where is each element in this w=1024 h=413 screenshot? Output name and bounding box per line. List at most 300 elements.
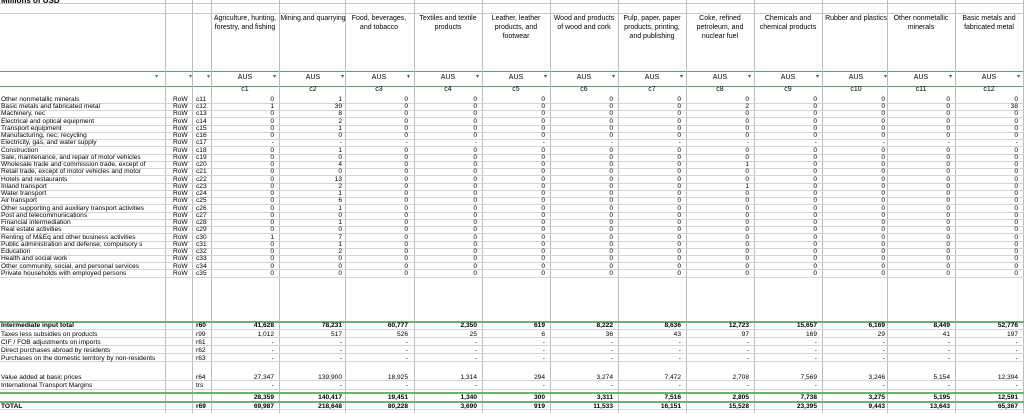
row-region: RoW: [173, 240, 188, 248]
cell-value: -: [610, 346, 613, 354]
cell-value: -: [882, 139, 885, 147]
country-filter-c6[interactable]: [551, 72, 617, 83]
cell-value: 0: [1014, 226, 1018, 234]
cell-value: -: [814, 338, 817, 346]
cell-value: -: [882, 354, 885, 362]
cell-value: 0: [338, 168, 342, 176]
cell-value: 0: [946, 161, 950, 169]
dropdown-arrow-icon: ▾: [188, 74, 192, 80]
row-code: r69: [196, 402, 206, 410]
cell-value: 13: [334, 175, 342, 183]
cell-value: 0: [813, 103, 817, 111]
cell-value: 0: [473, 146, 477, 154]
cell-value: -: [542, 346, 545, 354]
row-label: Value added at basic prices: [1, 373, 82, 381]
cell-value: 0: [946, 168, 950, 176]
cell-value: 0: [473, 262, 477, 270]
cell-value: 0: [745, 190, 749, 198]
cell-value: 0: [404, 269, 408, 277]
row-region: RoW: [173, 262, 188, 270]
cell-value: 6,169: [868, 322, 885, 329]
cell-value: 0: [946, 240, 950, 248]
cell-value: -: [678, 338, 681, 346]
table-row: [0, 147, 1024, 154]
cell-value: 526: [396, 330, 408, 338]
cell-value: 0: [473, 190, 477, 198]
row-region: RoW: [173, 175, 188, 183]
cell-value: 0: [1014, 248, 1018, 256]
cell-value: -: [339, 346, 342, 354]
table-row: [0, 125, 1024, 132]
row-code: c35: [196, 269, 207, 277]
cell-value: 12,723: [728, 322, 749, 329]
row-code: c13: [196, 110, 207, 118]
cell-value: 0: [1014, 146, 1018, 154]
cell-value: 0: [338, 262, 342, 270]
cell-value: 0: [677, 175, 681, 183]
column-code-c2: c2: [309, 86, 317, 93]
row-code: c11: [196, 96, 207, 103]
row-region: RoW: [173, 139, 188, 147]
cell-value: -: [678, 139, 681, 147]
cell-value: -: [947, 354, 950, 362]
table-row: [0, 183, 1024, 190]
row-region: RoW: [173, 190, 188, 198]
cell-value: 0: [677, 204, 681, 212]
table-row: [0, 248, 1024, 255]
row-label: Direct purchases abroad by residents: [1, 346, 111, 354]
cell-value: 0: [677, 240, 681, 248]
cell-value: 23,395: [796, 402, 817, 410]
cell-value: 0: [813, 204, 817, 212]
cell-value: 0: [338, 255, 342, 263]
cell-value: 0: [1014, 175, 1018, 183]
cell-value: 0: [946, 248, 950, 256]
country-filter-c7[interactable]: [619, 72, 685, 83]
dropdown-arrow-icon: ▾: [406, 74, 410, 80]
cell-value: 919: [533, 402, 545, 410]
table-row: [0, 219, 1024, 226]
cell-value: 0: [813, 153, 817, 161]
row-label: Health and social work: [1, 255, 68, 263]
cell-value: 52,776: [997, 322, 1018, 329]
country-filter-c3[interactable]: [346, 72, 412, 83]
cell-value: 15,528: [728, 402, 749, 410]
cell-value: 3,274: [596, 373, 613, 381]
row-label: Other supporting and auxiliary transport activities: [1, 204, 144, 212]
cell-value: 0: [541, 226, 545, 234]
table-row: [0, 161, 1024, 168]
cell-value: 0: [609, 269, 613, 277]
cell-value: -: [271, 139, 274, 147]
cell-value: 0: [946, 233, 950, 241]
cell-value: 0: [270, 168, 274, 176]
cell-value: 7,569: [800, 373, 817, 381]
cell-value: 0: [946, 110, 950, 118]
cell-value: 15,657: [796, 322, 817, 329]
cell-value: -: [1015, 346, 1018, 354]
cell-value: 0: [813, 226, 817, 234]
cell-value: 0: [881, 110, 885, 118]
cell-value: 0: [813, 269, 817, 277]
cell-value: 0: [813, 161, 817, 169]
cell-value: 3,275: [868, 394, 885, 401]
row-code: c21: [196, 168, 207, 176]
cell-value: 0: [404, 211, 408, 219]
label-filter-button[interactable]: [150, 72, 160, 83]
cell-value: 0: [881, 168, 885, 176]
country-filter-c1[interactable]: [212, 72, 278, 83]
cell-value: -: [746, 354, 749, 362]
row-label: Other community, social, and personal services: [1, 262, 140, 270]
cell-value: 0: [404, 146, 408, 154]
cell-value: 0: [404, 110, 408, 118]
column-code-c12: c12: [983, 86, 995, 93]
cell-value: 60,777: [387, 322, 408, 329]
cell-value: 0: [1014, 255, 1018, 263]
cell-value: 0: [813, 132, 817, 140]
table-row: [0, 205, 1024, 212]
cell-value: 0: [813, 197, 817, 205]
row-label: Purchases on the domestic territory by non-residents: [1, 354, 156, 362]
cell-value: -: [610, 139, 613, 147]
cell-value: -: [405, 346, 408, 354]
cell-value: 0: [813, 211, 817, 219]
cell-value: 0: [881, 182, 885, 190]
cell-value: 0: [745, 248, 749, 256]
cell-value: 0: [881, 197, 885, 205]
cell-value: 1: [338, 219, 342, 227]
row-label: Other nonmetallic minerals: [1, 96, 80, 103]
cell-value: 0: [541, 190, 545, 198]
row-label: Wholesale trade and commission trade, except of: [1, 161, 146, 169]
cell-value: 2: [338, 182, 342, 190]
table-row: [0, 212, 1024, 219]
cell-value: 0: [1014, 182, 1018, 190]
cell-value: 0: [1014, 211, 1018, 219]
cell-value: -: [947, 139, 950, 147]
cell-value: 0: [881, 262, 885, 270]
cell-value: 0: [404, 103, 408, 111]
table-row: [0, 197, 1024, 204]
dropdown-arrow-icon: ▾: [475, 74, 479, 80]
region-filter-button[interactable]: [184, 72, 194, 83]
cell-value: 0: [270, 161, 274, 169]
cell-value: 0: [473, 197, 477, 205]
row-code: r64: [196, 373, 206, 381]
row-code: c24: [196, 190, 207, 198]
cell-value: -: [405, 139, 408, 147]
row-region: RoW: [173, 132, 188, 140]
cell-value: 2,805: [732, 394, 749, 401]
cell-value: 0: [270, 240, 274, 248]
cell-value: 0: [609, 255, 613, 263]
dropdown-arrow-icon: ▾: [154, 74, 158, 80]
cell-value: 0: [677, 226, 681, 234]
cell-value: 0: [881, 103, 885, 111]
cell-value: 16,151: [660, 402, 681, 410]
cell-value: 0: [813, 219, 817, 227]
country-label: AUS: [305, 74, 321, 81]
row-label: International Transport Margins: [1, 382, 93, 389]
country-label: AUS: [780, 74, 796, 81]
dropdown-arrow-icon: ▾: [206, 74, 210, 80]
dropdown-arrow-icon: ▾: [679, 74, 683, 80]
cell-value: 0: [745, 226, 749, 234]
country-filter-c9[interactable]: [755, 72, 821, 83]
cell-value: 0: [813, 124, 817, 132]
cell-value: 97: [741, 330, 749, 338]
cell-value: 0: [338, 226, 342, 234]
cell-value: 0: [541, 248, 545, 256]
cell-value: 0: [609, 124, 613, 132]
country-label: AUS: [981, 74, 997, 81]
cell-value: -: [746, 139, 749, 147]
cell-value: 139,900: [318, 373, 342, 381]
cell-value: 0: [473, 226, 477, 234]
cell-value: 1: [270, 233, 274, 241]
cell-value: 0: [677, 182, 681, 190]
cell-value: 0: [881, 255, 885, 263]
row-code: c28: [196, 219, 207, 227]
row-label: Water transport: [1, 190, 47, 198]
row-label: Private households with employed persons: [1, 269, 127, 277]
cell-value: 0: [881, 211, 885, 219]
cell-value: 0: [881, 161, 885, 169]
cell-value: -: [610, 338, 613, 346]
cell-value: -: [610, 354, 613, 362]
cell-value: 0: [881, 248, 885, 256]
cell-value: 11,533: [593, 402, 613, 410]
cell-value: 0: [881, 233, 885, 241]
table-row: [0, 355, 1024, 362]
cell-value: -: [339, 354, 342, 362]
country-filter-c8[interactable]: [687, 72, 753, 83]
cell-value: 0: [270, 211, 274, 219]
cell-value: 0: [541, 146, 545, 154]
cell-value: -: [678, 354, 681, 362]
cell-value: 0: [946, 146, 950, 154]
cell-value: 0: [946, 175, 950, 183]
cell-value: 0: [677, 153, 681, 161]
table-row: [0, 154, 1024, 161]
country-label: AUS: [644, 74, 660, 81]
row-code: c26: [196, 204, 207, 212]
table-row: [0, 234, 1024, 241]
cell-value: 0: [677, 211, 681, 219]
cell-value: 7,738: [800, 394, 817, 401]
cell-value: 0: [270, 96, 274, 103]
cell-value: 0: [1014, 269, 1018, 277]
cell-value: 2: [745, 103, 749, 111]
cell-value: 8,636: [664, 322, 681, 329]
cell-value: 80,228: [387, 402, 408, 410]
cell-value: 0: [541, 197, 545, 205]
row-region: RoW: [173, 124, 188, 132]
cell-value: -: [271, 354, 274, 362]
row-label: Taxes less subsidies on products: [1, 330, 98, 338]
cell-value: 1: [338, 96, 342, 103]
column-header-c12: Basic metals and fabricated metal: [962, 15, 1016, 31]
cell-value: 0: [1014, 168, 1018, 176]
table-row: [0, 263, 1024, 270]
cell-value: 0: [609, 132, 613, 140]
cell-value: 140,417: [318, 394, 342, 401]
cell-value: -: [339, 139, 342, 147]
cell-value: 3,246: [868, 373, 885, 381]
column-header-c2: Mining and quarrying: [280, 15, 346, 22]
cell-value: 0: [404, 240, 408, 248]
cell-value: 0: [541, 161, 545, 169]
row-code: c22: [196, 175, 207, 183]
cell-value: 12,394: [997, 373, 1018, 381]
cell-value: 0: [609, 96, 613, 103]
cell-value: -: [339, 338, 342, 346]
cell-value: 0: [609, 262, 613, 270]
cell-value: 0: [541, 117, 545, 125]
cell-value: 0: [946, 255, 950, 263]
row-label: Retail trade, except of motor vehicles and motor: [1, 168, 142, 176]
cell-value: 0: [813, 175, 817, 183]
cell-value: 0: [609, 182, 613, 190]
row-code: c19: [196, 153, 207, 161]
row-code: r99: [196, 330, 206, 338]
row-label: CIF / FOB adjustments on imports: [1, 338, 101, 346]
cell-value: 0: [404, 219, 408, 227]
country-filter-c11[interactable]: [888, 72, 954, 83]
cell-value: 1: [338, 240, 342, 248]
cell-value: 0: [609, 175, 613, 183]
row-region: RoW: [173, 197, 188, 205]
cell-value: -: [474, 354, 477, 362]
cell-value: 0: [946, 219, 950, 227]
column-code-c5: c5: [512, 86, 520, 93]
row-region: RoW: [173, 161, 188, 169]
table-row: [0, 110, 1024, 117]
cell-value: 0: [541, 211, 545, 219]
cell-value: 0: [677, 255, 681, 263]
cell-value: 0: [813, 255, 817, 263]
cell-value: 0: [609, 233, 613, 241]
row-label: Inland transport: [1, 182, 47, 190]
cell-value: 0: [881, 132, 885, 140]
column-header-c9: Chemicals and chemical products: [759, 15, 817, 31]
row-region: RoW: [173, 255, 188, 263]
table-row: [0, 176, 1024, 183]
row-region: RoW: [173, 269, 188, 277]
header-border: [0, 3, 1024, 4]
cell-value: 0: [677, 124, 681, 132]
cell-value: 0: [609, 190, 613, 198]
cell-value: 0: [609, 168, 613, 176]
cell-value: 0: [473, 233, 477, 241]
cell-value: -: [1015, 382, 1018, 389]
cell-value: 19,451: [387, 394, 408, 401]
row-label: Public administration and defense; compulsory s: [1, 240, 143, 248]
column-code-c3: c3: [375, 86, 383, 93]
column-code-c1: c1: [241, 86, 249, 93]
cell-value: 0: [404, 197, 408, 205]
country-filter-c4[interactable]: [415, 72, 481, 83]
cell-value: 0: [270, 182, 274, 190]
dropdown-arrow-icon: ▾: [543, 74, 547, 80]
cell-value: 0: [473, 96, 477, 103]
code-filter-button[interactable]: [202, 72, 212, 83]
table-row: [0, 394, 1024, 401]
table-row: [0, 339, 1024, 346]
cell-value: 1,340: [460, 394, 477, 401]
country-filter-c10[interactable]: [823, 72, 889, 83]
row-label: Machinery, nec: [1, 110, 46, 118]
cell-value: 0: [541, 96, 545, 103]
column-header-c1: Agriculture, hunting, forestry, and fishing: [213, 15, 277, 31]
cell-value: 0: [270, 110, 274, 118]
table-row: [0, 168, 1024, 175]
cell-value: 0: [677, 132, 681, 140]
cell-value: 0: [609, 226, 613, 234]
cell-value: 0: [677, 168, 681, 176]
cell-value: 0: [1014, 161, 1018, 169]
row-code: c27: [196, 211, 207, 219]
column-header-c10: Rubber and plastics: [825, 15, 887, 22]
cell-value: 0: [473, 211, 477, 219]
row-region: RoW: [173, 226, 188, 234]
cell-value: 0: [270, 146, 274, 154]
cell-value: 0: [404, 262, 408, 270]
row-label: Renting of M&Eq and other business activities: [1, 233, 136, 241]
cell-value: 0: [745, 110, 749, 118]
cell-value: -: [610, 382, 613, 389]
country-label: AUS: [712, 74, 728, 81]
country-filter-c2[interactable]: [280, 72, 346, 83]
cell-value: 2,708: [732, 373, 749, 381]
cell-value: 0: [338, 211, 342, 219]
country-filter-c12[interactable]: [956, 72, 1022, 83]
cell-value: 0: [1014, 124, 1018, 132]
row-code: c23: [196, 182, 207, 190]
table-row: [0, 241, 1024, 248]
cell-value: 5,195: [933, 394, 950, 401]
cell-value: -: [947, 382, 950, 389]
cell-value: 0: [745, 153, 749, 161]
cell-value: 0: [270, 262, 274, 270]
cell-value: 1,012: [257, 330, 274, 338]
table-row: [0, 322, 1024, 329]
country-filter-c5[interactable]: [483, 72, 549, 83]
cell-value: 0: [813, 146, 817, 154]
cell-value: 0: [1014, 153, 1018, 161]
cell-value: 0: [270, 132, 274, 140]
cell-value: 69,987: [253, 402, 274, 410]
cell-value: 0: [677, 103, 681, 111]
table-row: [0, 226, 1024, 233]
cell-value: 0: [813, 262, 817, 270]
cell-value: 0: [270, 226, 274, 234]
row-region: RoW: [173, 219, 188, 227]
cell-value: 0: [946, 117, 950, 125]
cell-value: -: [1015, 139, 1018, 147]
row-code: trs: [196, 382, 204, 389]
cell-value: 0: [677, 269, 681, 277]
cell-value: 0: [677, 190, 681, 198]
cell-value: 0: [677, 197, 681, 205]
row-region: RoW: [173, 153, 188, 161]
row-label: Post and telecommunications: [1, 211, 88, 219]
cell-value: 0: [404, 190, 408, 198]
cell-value: 0: [473, 182, 477, 190]
row-code: c16: [196, 132, 207, 140]
country-label: AUS: [913, 74, 929, 81]
